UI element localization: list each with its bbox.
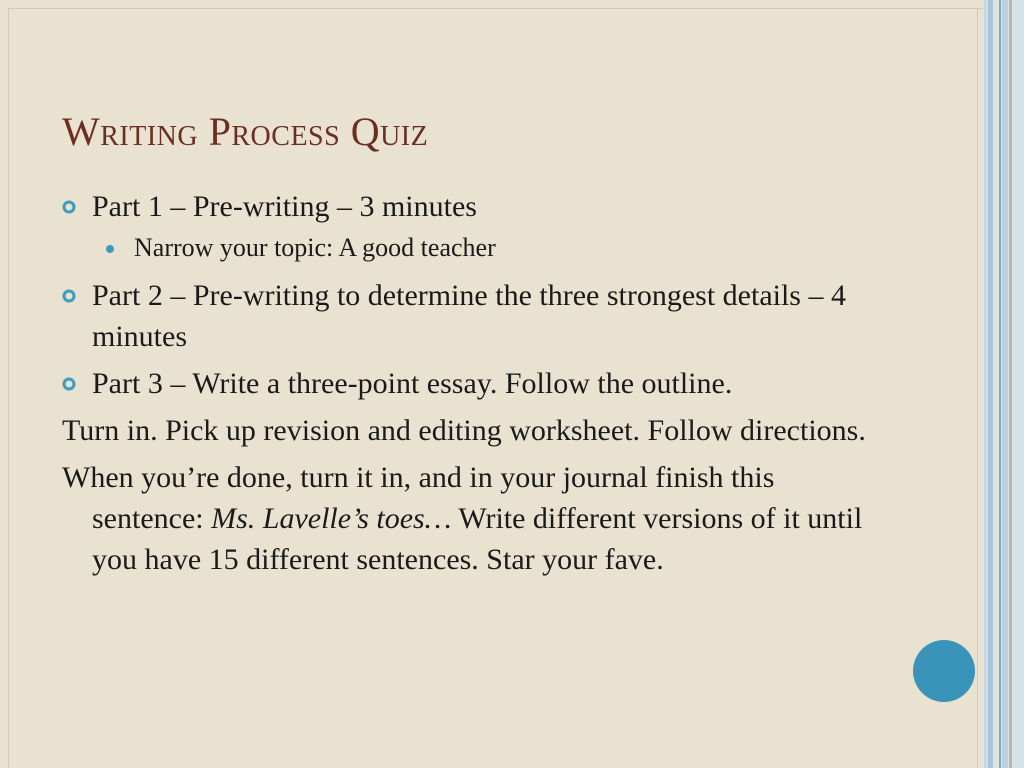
stripe-4	[999, 0, 1001, 768]
bullet-item-part2	[62, 275, 892, 357]
stripe-7	[1013, 0, 1024, 768]
paragraph-journal	[62, 457, 892, 580]
dot-bullet-icon	[106, 245, 114, 253]
circle-decoration	[913, 640, 975, 702]
ring-bullet-icon	[62, 289, 76, 303]
frame-right	[977, 8, 978, 768]
ring-bullet-icon	[62, 377, 76, 391]
slide-body	[62, 186, 892, 586]
journal-text-after: Write different versions of it until you have 15 different sentences. Star your fave.	[92, 502, 863, 576]
bullet-text: Part 1 – Pre-writing – 3 minutes	[92, 190, 477, 223]
journal-text-before: When you’re done, turn it in, and in your journal finish this sentence:	[62, 461, 775, 535]
frame-top	[8, 8, 983, 9]
journal-sentence-starter: Ms. Lavelle’s toes…	[211, 502, 452, 535]
stripe-1	[984, 0, 987, 768]
slide-title: Writing Process Quiz	[62, 109, 429, 154]
stripe-3	[994, 0, 998, 768]
paragraph-turn-in: Turn in. Pick up revision and editing worksheet. Follow directions.	[62, 414, 866, 447]
ring-bullet-icon	[62, 200, 76, 214]
stripe-6	[1009, 0, 1012, 768]
stripe-2	[988, 0, 993, 768]
frame-left	[8, 8, 9, 768]
sub-bullet-item-topic	[62, 231, 892, 265]
bullet-text: Part 3 – Write a three-point essay. Follow the outline.	[92, 367, 733, 400]
bullet-item-part3	[62, 363, 892, 404]
stripe-5	[1002, 0, 1008, 768]
bullet-text: Part 2 – Pre-writing to determine the three strongest details – 4 minutes	[92, 279, 846, 353]
bullet-item-part1	[62, 186, 892, 227]
sub-bullet-text: Narrow your topic: A good teacher	[134, 233, 496, 262]
